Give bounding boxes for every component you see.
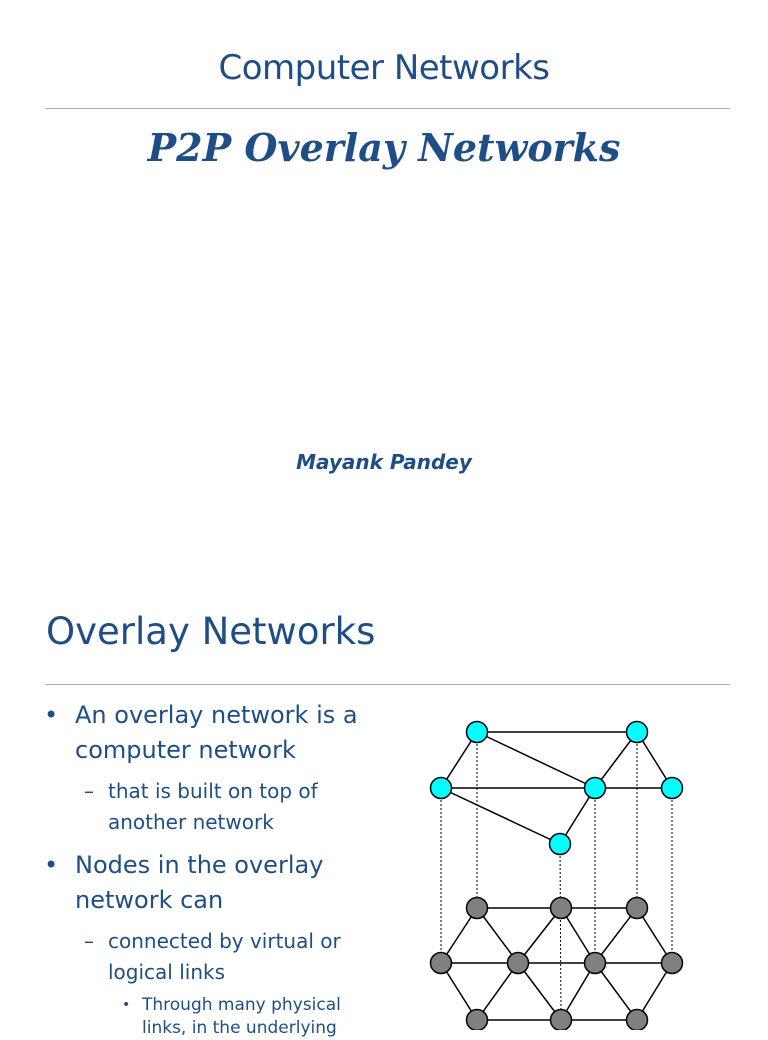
overlay-node [431,778,452,799]
overlay-network-diagram [420,710,700,1030]
physical-node [627,1010,648,1031]
dash-icon: – [84,929,94,953]
physical-node [662,953,683,974]
course-title: Computer Networks [218,48,550,88]
bullet-icon: • [122,997,131,1013]
author-name: Mayank Pandey [296,450,472,474]
mapping-line [560,844,561,1020]
physical-node [431,953,452,974]
overlay-networks-slide [0,580,768,1038]
physical-node [585,953,606,974]
bullet-item: • Nodes in the overlay network can [0,848,380,918]
physical-node [627,898,648,919]
overlay-node [467,722,488,743]
sub-sub-bullet-item: • Through many physical links, in the underlying [122,995,341,1038]
overlay-node [550,834,571,855]
dash-icon: – [84,779,94,803]
overlay-link [441,788,560,844]
physical-node [551,898,572,919]
bullet-icon: • [44,701,59,729]
overlay-node [662,778,683,799]
physical-node [467,1010,488,1031]
sub-bullet-item: – that is built on top of another network [0,776,380,838]
physical-node [467,898,488,919]
physical-node [551,1010,572,1031]
bullet-list [0,698,380,1040]
bullet-icon: • [44,851,59,879]
sub-bullet-item: – connected by virtual or logical links [0,926,380,988]
bullet-item: • An overlay network is a computer network [0,698,380,768]
overlay-link [477,732,595,788]
title-divider [45,108,730,109]
title-divider [45,684,730,685]
physical-node [508,953,529,974]
overlay-node [585,778,606,799]
overlay-node [627,722,648,743]
lecture-title: P2P Overlay Networks [147,125,621,170]
slide-title: Overlay Networks [46,610,376,653]
